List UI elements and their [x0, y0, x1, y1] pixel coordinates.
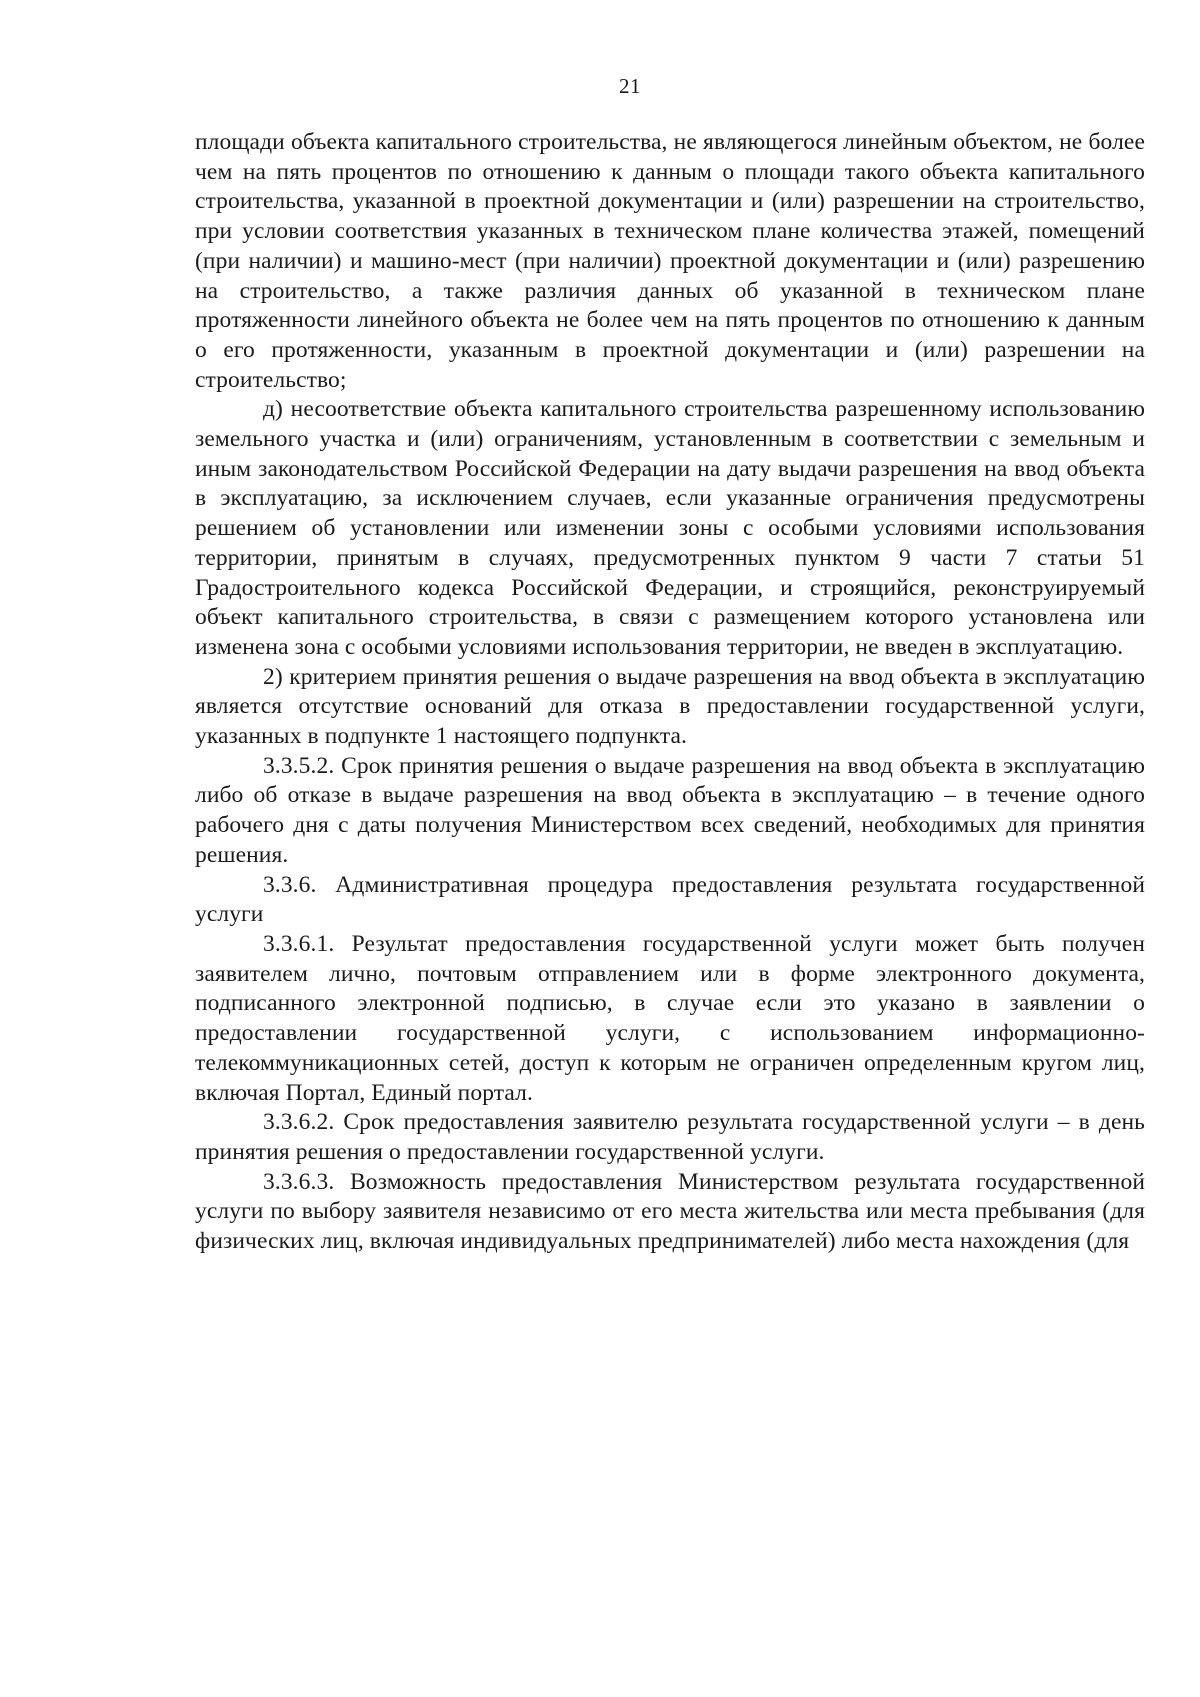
paragraph-3-3-6-2: 3.3.6.2. Срок предоставления заявителю результата государственной услуги – в день принятия решения о предоставлении государственной услуги. [195, 1109, 1145, 1165]
paragraph-criterion-2: 2) критерием принятия решения о выдаче разрешения на ввод объекта в эксплуатацию является отсутствие оснований для отказа в предоставлении государственной услуги, указанных в подпункте 1 настоящего подпункта. [195, 663, 1145, 750]
section-heading-3-3-6: 3.3.6. Административная процедура предоставления результата государственной услуги [195, 871, 1145, 928]
paragraph-continuation: площади объекта капитального строительства, не являющегося линейным объектом, не более чем на пять процентов по отношению к данным о площади такого объекта капитального строительства, указанной в проектной документации и (или) разрешении на строительство, при условии соответствия указанных в техническом плане количества этажей, помещений (при наличии) и машино-мест (при наличии) проектной документации и (или) разрешению на строительство, а также различия данных об указанной в техническом плане протяженности линейного объекта не более чем на пять процентов по отношению к данным о его протяженности, указанным в проектной документации и (или) разрешении на строительство; [195, 129, 1145, 393]
paragraph-3-3-6-3: 3.3.6.3. Возможность предоставления Министерством результата государственной услуги по выбору заявителя независимо от его места жительства или места пребывания (для физических лиц, включая индивидуальных предпринимателей) либо места нахождения (для [195, 1168, 1145, 1255]
paragraph-3-3-6-1: 3.3.6.1. Результат предоставления государственной услуги может быть получен заявителем лично, почтовым отправлением или в форме электронного документа, подписанного электронной подписью, в случае если это указано в заявлении о предоставлении государственной услуги, с использованием информационно-телекоммуникационных сетей, доступ к которым не ограничен определенным кругом лиц, включая Портал, Единый портал. [195, 930, 1145, 1106]
paragraph-3-3-5-2: 3.3.5.2. Срок принятия решения о выдаче разрешения на ввод объекта в эксплуатацию либо об отказе в выдаче разрешения на ввод объекта в эксплуатацию – в течение одного рабочего дня с даты получения Министерством всех сведений, необходимых для принятия решения. [195, 752, 1145, 868]
paragraph-subitem-d: д) несоответствие объекта капитального строительства разрешенному использованию земельного участка и (или) ограничениям, установленным в соответствии с земельным и иным законодательством Российской Федерации на дату выдачи разрешения на ввод объекта в эксплуатацию, за исключением случаев, если указанные ограничения предусмотрены решением об установлении или изменении зоны с особыми условиями использования территории, принятым в случаях, предусмотренных пунктом 9 части 7 статьи 51 Градостроительного кодекса Российской Федерации, и строящийся, реконструируемый объект капитального строительства, в связи с размещением которого установлена или изменена зона с особыми условиями использования территории, не введен в эксплуатацию. [195, 396, 1145, 660]
document-body [195, 128, 1145, 1257]
page-number: 21 [619, 74, 641, 98]
